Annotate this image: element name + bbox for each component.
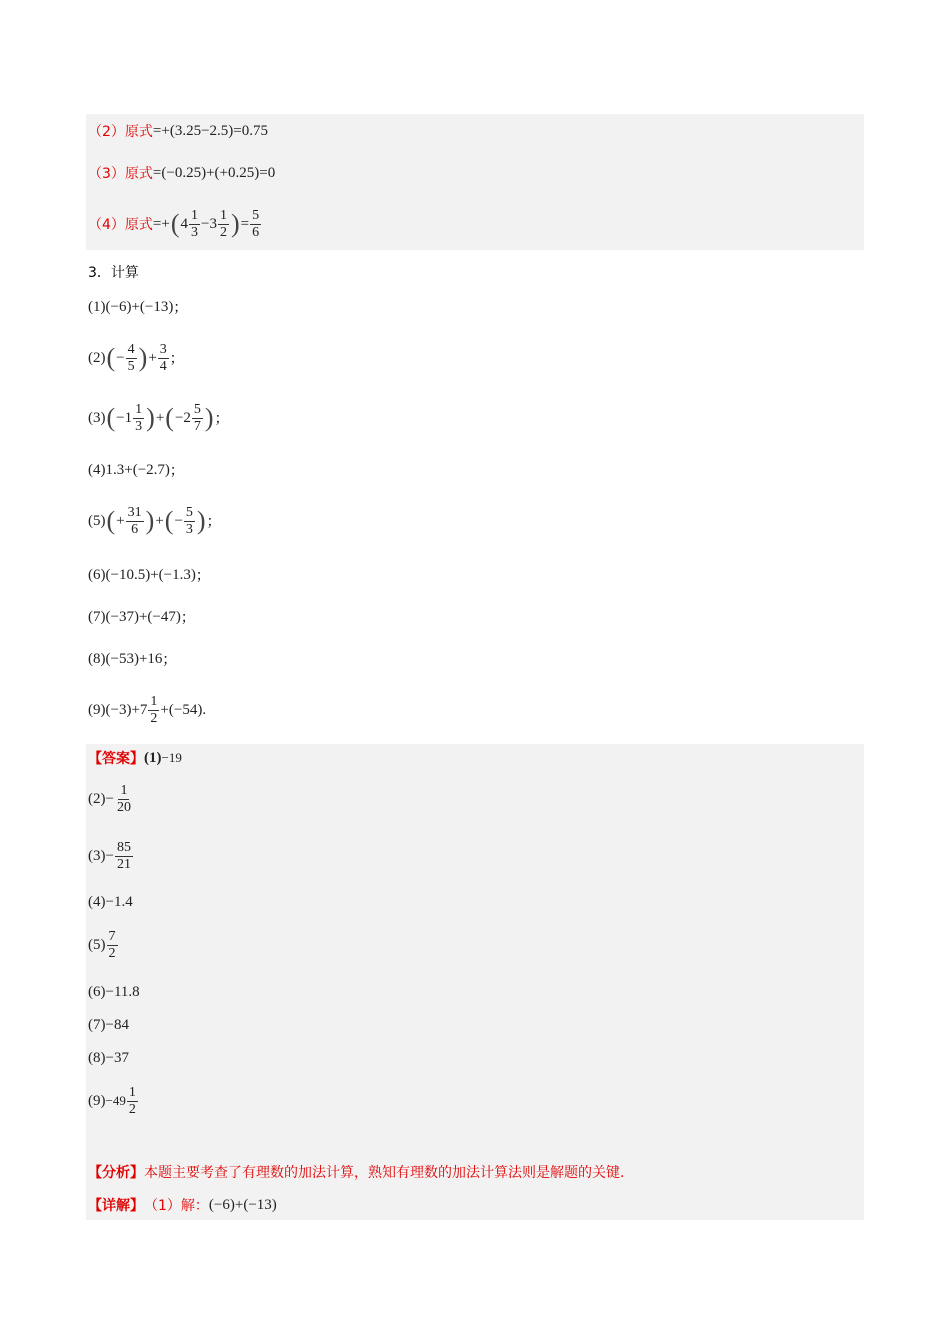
item-index: (9) (88, 701, 106, 718)
solution-expression: =+(3.25−2.5)=0.75 (152, 122, 268, 139)
item-end: ； (169, 463, 184, 479)
question-item-1 (88, 294, 187, 320)
plus: + (155, 409, 165, 426)
answer-line-9 (88, 1080, 139, 1122)
numerator: 3 (159, 341, 167, 357)
answer-line-2 (88, 778, 134, 820)
fraction (148, 694, 159, 727)
sign: − (105, 847, 114, 864)
answer-line-4 (88, 890, 133, 914)
paren-close: ) (204, 403, 214, 432)
numerator: 1 (191, 207, 199, 223)
question-item-3 (88, 396, 229, 440)
answer-line-6 (88, 980, 140, 1004)
fraction (133, 402, 144, 435)
denominator: 3 (135, 418, 143, 434)
numerator: 1 (219, 207, 227, 223)
question-item-6 (88, 562, 210, 588)
item-expression: (−53)+16 (105, 650, 163, 667)
item-end: ； (180, 610, 195, 626)
fraction (250, 208, 261, 241)
solution-label: （3）原式 (88, 166, 153, 182)
paren-open: ( (106, 506, 116, 535)
answer-index: (8) (88, 1049, 106, 1066)
plus: + (155, 512, 164, 529)
expr-part: (−3)+7 (105, 701, 148, 718)
answer-line-8 (88, 1046, 129, 1070)
analysis-text: 本题主要考查了有理数的加法计算，熟知有理数的加法计算法则是解题的关键. (144, 1165, 625, 1181)
paren-open: ( (170, 209, 180, 238)
numerator: 1 (120, 782, 128, 798)
denominator: 5 (127, 358, 135, 374)
paren-close: ) (146, 403, 155, 432)
mixed-whole: −49 (105, 1093, 126, 1108)
sign: − (116, 349, 125, 366)
item-expression: 1.3+(−2.7) (105, 461, 170, 478)
item-index: (6) (88, 566, 106, 583)
numerator: 1 (135, 401, 143, 417)
fraction (158, 342, 169, 375)
item-index: (8) (88, 650, 106, 667)
denominator: 7 (193, 418, 201, 434)
numerator: 85 (116, 839, 131, 855)
denominator: 20 (116, 799, 131, 815)
fraction (218, 208, 229, 241)
numerator: 5 (185, 504, 193, 520)
paren-close: ) (138, 343, 148, 372)
answer-value: −84 (105, 1016, 129, 1033)
denominator: 2 (108, 945, 116, 961)
fraction (115, 783, 133, 816)
answer-index: (3) (88, 847, 106, 864)
expr-part: −3 (201, 215, 217, 232)
denominator: 3 (191, 224, 199, 240)
item-expression: (−6)+(−13) (105, 298, 174, 315)
numerator: 31 (127, 504, 142, 520)
paren-close: ) (196, 506, 206, 535)
item-expression: (−10.5)+(−1.3) (105, 566, 196, 583)
item-expression: (−37)+(−47) (105, 608, 181, 625)
answer-value: −11.8 (105, 983, 140, 1000)
question-item-8 (88, 646, 176, 672)
paren-close: ) (145, 506, 155, 535)
analysis-line (88, 1160, 624, 1184)
solution-line-3 (88, 160, 275, 186)
detail-label: （1）解： (144, 1198, 209, 1214)
item-index: (1) (88, 298, 106, 315)
question-title (88, 260, 139, 284)
answer-index: (6) (88, 983, 106, 1000)
solution-line-2 (88, 118, 268, 144)
item-end: ； (162, 652, 177, 668)
denominator: 4 (159, 358, 167, 374)
answer-line-1 (88, 746, 182, 770)
numerator: 4 (127, 341, 135, 357)
answer-index: (5) (88, 936, 106, 953)
fraction (115, 840, 133, 873)
paren-open: ( (106, 403, 116, 432)
answer-value: −37 (105, 1049, 129, 1066)
solution-expression: =(−0.25)+(+0.25)=0 (152, 164, 276, 181)
answer-value: −19 (161, 750, 182, 765)
numerator: 5 (252, 207, 260, 223)
fraction (184, 505, 195, 538)
paren-close: ) (230, 209, 240, 238)
denominator: 3 (185, 521, 193, 537)
question-item-9 (88, 688, 206, 732)
answer-tag: 【答案】 (88, 751, 144, 767)
numerator: 1 (150, 693, 158, 709)
denominator: 2 (219, 224, 227, 240)
item-index: (7) (88, 608, 106, 625)
item-index: (4) (88, 461, 106, 478)
mixed-whole: 4 (180, 215, 189, 232)
numerator: 1 (128, 1084, 136, 1100)
denominator: 6 (131, 521, 139, 537)
answer-index: (9) (88, 1092, 106, 1109)
item-index: (5) (88, 512, 106, 529)
detail-expression: (−6)+(−13) (208, 1196, 277, 1213)
fraction (127, 1085, 138, 1118)
answer-line-5 (88, 924, 119, 966)
answer-index: (4) (88, 893, 106, 910)
fraction (126, 505, 144, 538)
mixed-whole: −1 (116, 409, 133, 426)
item-index: (3) (88, 409, 106, 426)
numerator: 5 (193, 401, 201, 417)
answer-index: (1) (144, 749, 162, 766)
paren-open: ( (164, 506, 174, 535)
expr-part: +(−54) (160, 701, 203, 718)
item-index: (2) (88, 349, 106, 366)
answer-panel (86, 744, 864, 1220)
sign: − (105, 790, 114, 807)
fraction (192, 402, 203, 435)
fraction (189, 208, 200, 241)
plus: + (148, 349, 157, 366)
denominator: 6 (252, 224, 260, 240)
fraction (126, 342, 137, 375)
mixed-whole: −2 (174, 409, 191, 426)
answer-value: −1.4 (105, 893, 133, 910)
analysis-tag: 【分析】 (88, 1165, 144, 1181)
item-end: . (202, 701, 207, 718)
item-end: ； (173, 300, 188, 316)
answer-index: (7) (88, 1016, 106, 1033)
denominator: 2 (128, 1101, 136, 1117)
solution-line-4 (88, 202, 262, 246)
solution-label: （2）原式 (88, 124, 153, 140)
question-item-5 (88, 499, 221, 543)
question-item-4 (88, 457, 184, 483)
item-end: ； (169, 351, 184, 367)
solution-label: （4）原式 (88, 217, 153, 233)
paren-open: ( (106, 343, 116, 372)
item-end: ； (206, 514, 221, 530)
answer-line-7 (88, 1013, 129, 1037)
expr-part: =+ (152, 215, 170, 232)
answer-index: (2) (88, 790, 106, 807)
fraction (107, 929, 118, 962)
sign: + (116, 512, 125, 529)
detail-line (88, 1192, 277, 1218)
answer-line-3 (88, 835, 134, 877)
sign: − (174, 512, 183, 529)
detail-tag: 【详解】 (88, 1198, 144, 1214)
question-item-7 (88, 604, 195, 630)
question-item-2 (88, 336, 184, 380)
paren-open: ( (165, 403, 174, 432)
item-end: ； (195, 568, 210, 584)
item-end: ； (214, 411, 229, 427)
denominator: 21 (116, 856, 131, 872)
question-title-text: 3．计算 (88, 265, 139, 281)
expr-part: = (240, 215, 250, 232)
numerator: 7 (108, 928, 116, 944)
denominator: 2 (150, 710, 158, 726)
